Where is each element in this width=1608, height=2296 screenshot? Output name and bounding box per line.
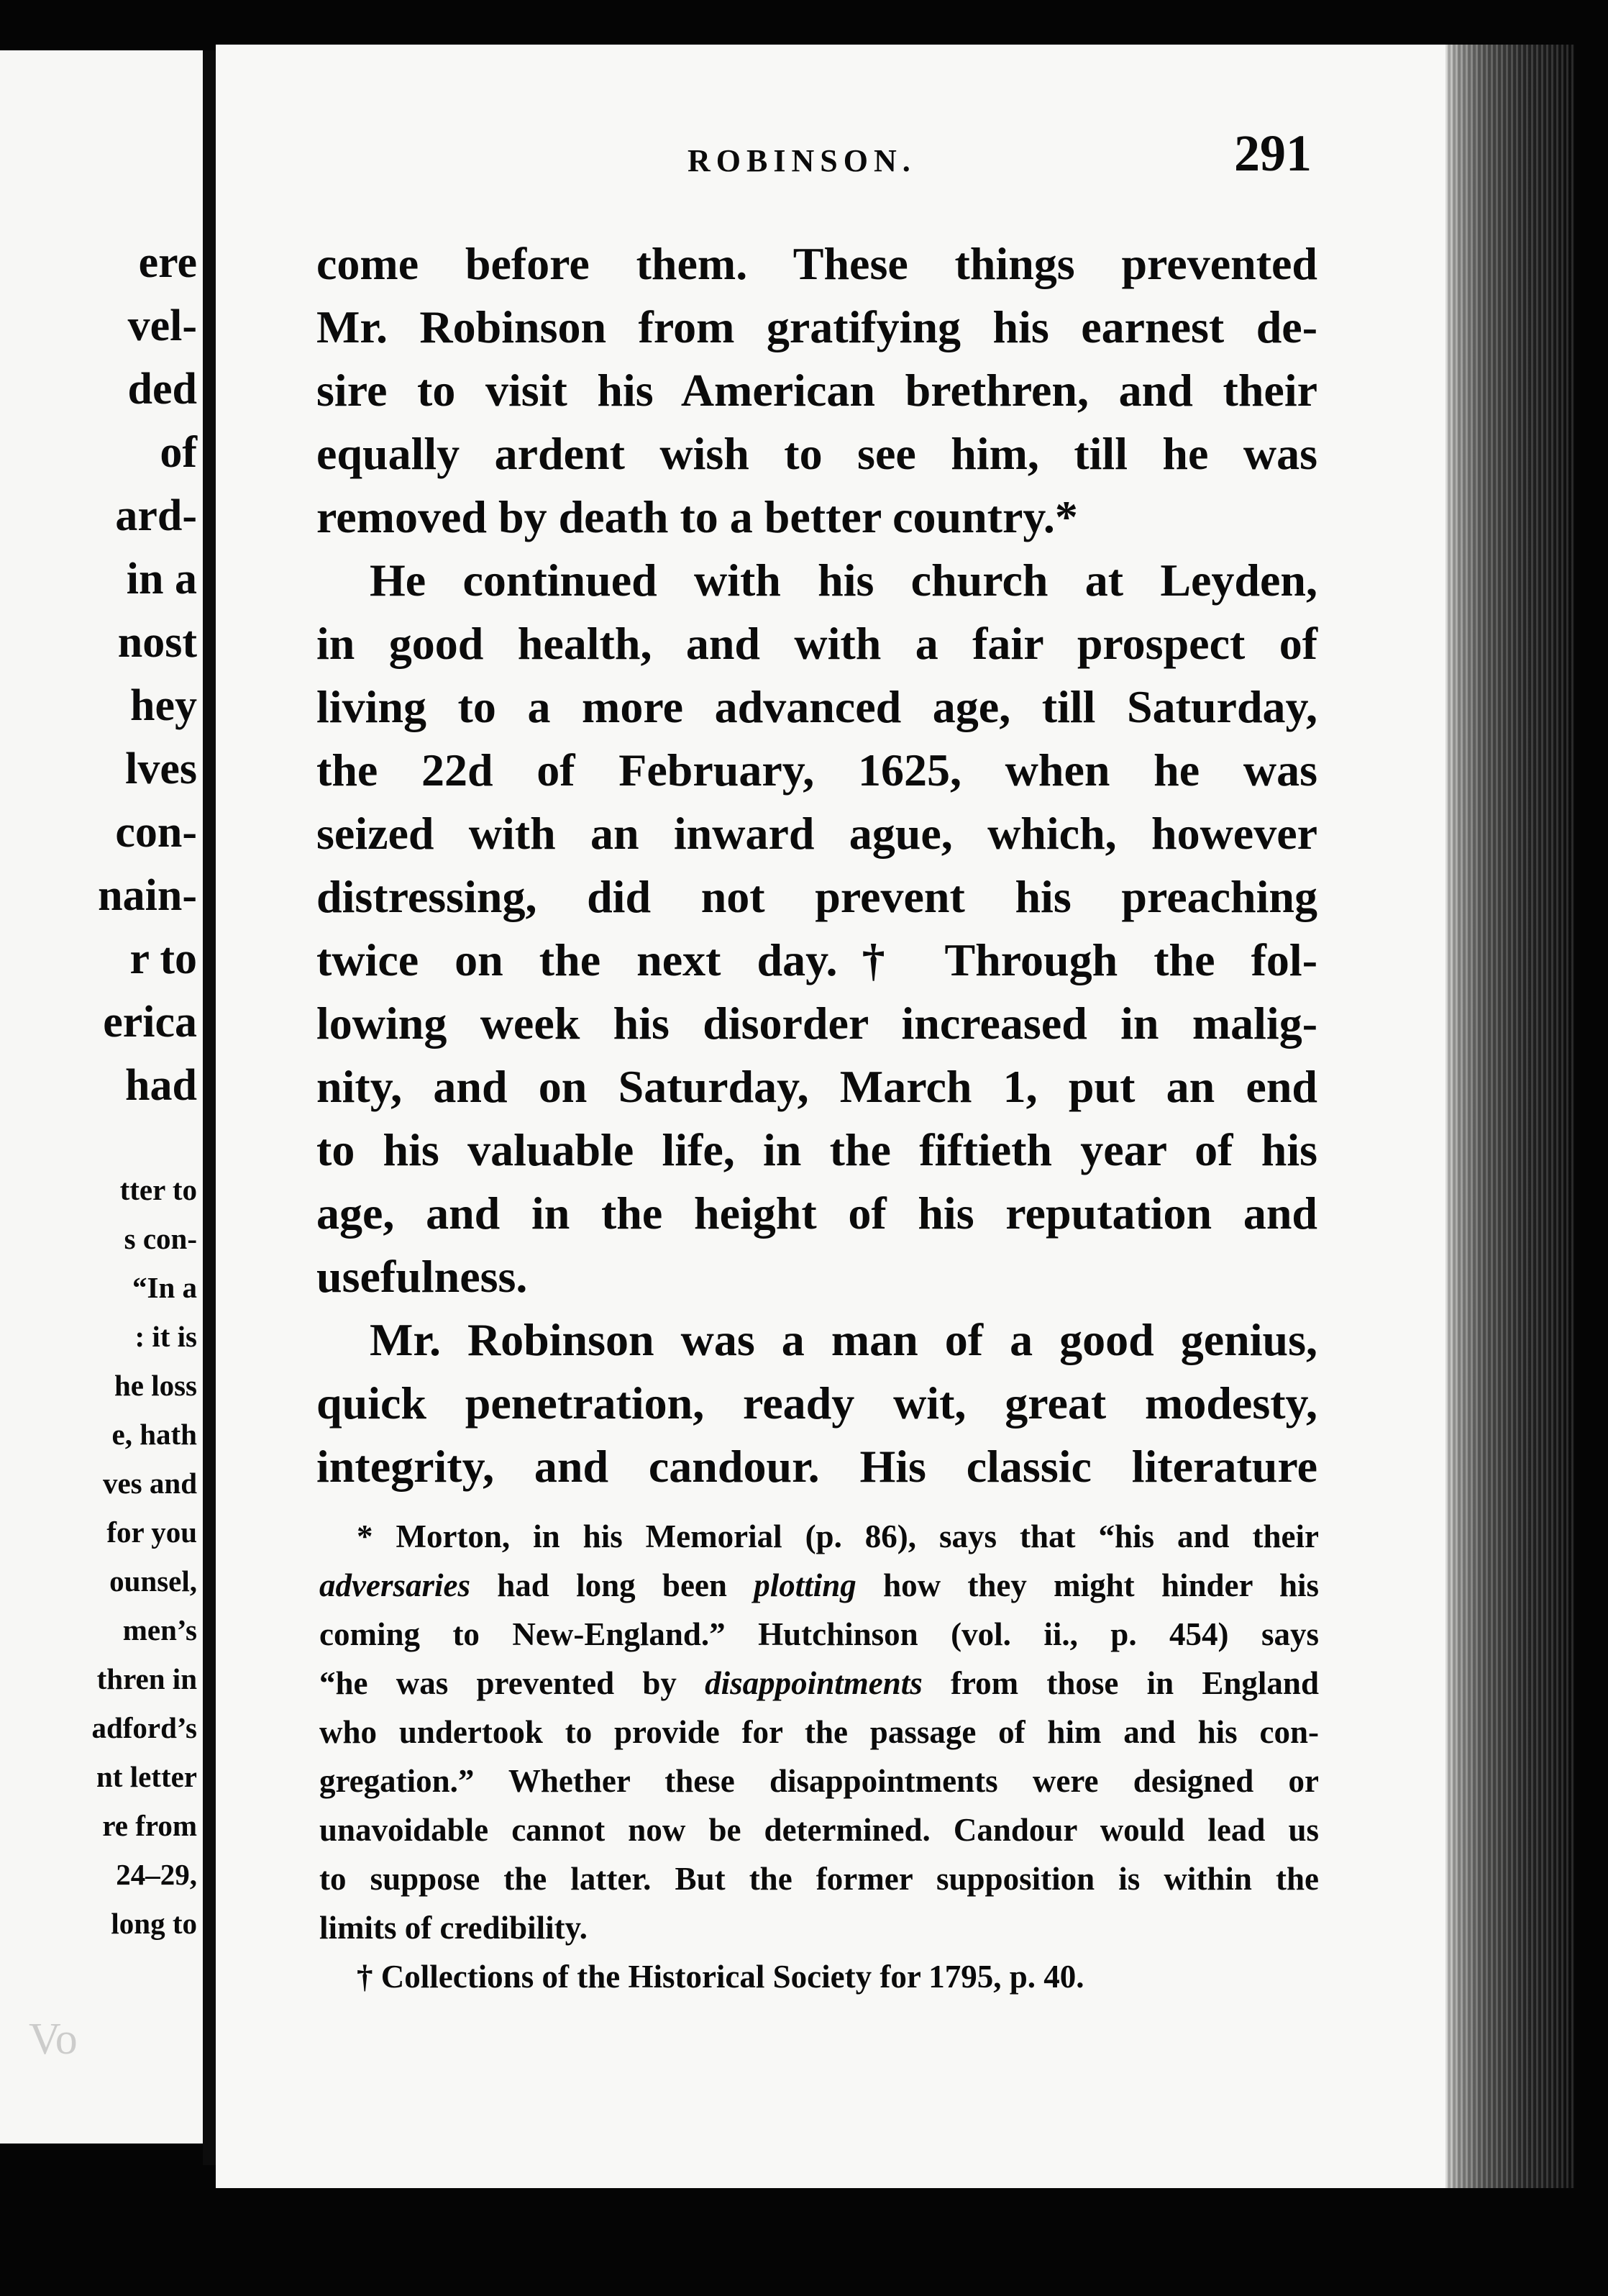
footnote-italic: adversaries <box>319 1567 470 1603</box>
footnote-dagger: † Collections of the Historical Society for 1795, p. 40. <box>357 1959 1084 1995</box>
text-line: He continued with his church at Leyden, <box>370 555 1317 606</box>
text-line: nity, and on Saturday, March 1, put an end <box>316 1061 1317 1112</box>
text-line: quick penetration, ready wit, great modesty, <box>316 1377 1317 1429</box>
left-line: vel- <box>127 301 197 350</box>
text-line: lowing week his disorder increased in malig- <box>316 998 1317 1049</box>
text-line: living to a more advanced age, till Saturday, <box>316 681 1317 732</box>
left-note-line: men’s <box>122 1613 197 1646</box>
text-line: in good health, and with a fair prospect of <box>316 618 1317 669</box>
left-page-bleed-text: Vo <box>29 2015 78 2064</box>
left-note-line: he loss <box>114 1369 197 1402</box>
left-line: ded <box>127 365 197 414</box>
running-head: ROBINSON. <box>687 143 916 178</box>
text-line: removed by death to a better country.* <box>316 491 1078 542</box>
left-note-line: “In a <box>132 1271 197 1304</box>
left-line: nost <box>117 618 197 667</box>
left-line: hey <box>130 681 197 730</box>
left-note-line: 24–29, <box>116 1858 197 1891</box>
page-edge-shadow <box>1445 45 1575 2188</box>
left-line: ere <box>138 238 197 287</box>
text-line: usefulness. <box>316 1251 528 1302</box>
footnote-italic: disappointments <box>705 1665 923 1701</box>
text-line: seized with an inward ague, which, however <box>316 808 1317 859</box>
text-line: sire to visit his American brethren, and their <box>316 365 1317 416</box>
text-line: Mr. Robinson was a man of a good genius, <box>370 1314 1317 1365</box>
left-note-line: re from <box>102 1809 197 1842</box>
text-line: twice on the next day.† Through the fol- <box>316 934 1317 985</box>
left-line: ard- <box>115 491 197 540</box>
left-note-line: nt letter <box>96 1760 197 1793</box>
footnote-line: * Morton, in his Memorial (p. 86), says that “his and their <box>357 1518 1319 1554</box>
footnote-line: coming to New-England.” Hutchinson (vol. ii., p. 454) says <box>319 1616 1319 1652</box>
footnote-line <box>319 1567 1319 1611</box>
left-note-line: e, hath <box>111 1418 197 1451</box>
footnote-line: gregation.” Whether these disappointments were designed or <box>319 1763 1319 1799</box>
footnote-line: limits of credibility. <box>319 1910 588 1946</box>
text-line: integrity, and candour. His classic literature <box>316 1441 1317 1492</box>
left-note-line: tter to <box>119 1173 197 1206</box>
footnote-line <box>319 1664 1319 1709</box>
page-number: 291 <box>1234 124 1312 182</box>
text-line: the 22d of February, 1625, when he was <box>316 744 1317 796</box>
previous-page <box>0 50 203 2144</box>
left-line: had <box>125 1061 197 1110</box>
footnote-line: unavoidable cannot now be determined. Candour would lead us <box>319 1812 1319 1848</box>
left-line: in a <box>126 555 197 603</box>
left-note-line: thren in <box>96 1662 197 1695</box>
left-note-line: s con- <box>124 1222 197 1255</box>
left-note-line: ounsel, <box>109 1564 197 1598</box>
footnote-line: to suppose the latter. But the former supposition is within the <box>319 1861 1319 1897</box>
left-line: r to <box>129 934 197 983</box>
text-line: age, and in the height of his reputation and <box>316 1188 1317 1239</box>
text-line: distressing, did not prevent his preaching <box>316 871 1317 922</box>
text-line: equally ardent wish to see him, till he was <box>316 428 1317 479</box>
left-note-line: adford’s <box>91 1711 197 1744</box>
previous-page-text <box>0 50 203 2144</box>
left-line: con- <box>115 808 197 857</box>
footnote-text: “he was prevented by <box>319 1665 705 1701</box>
left-note-line: ves and <box>102 1467 197 1500</box>
left-line: of <box>160 428 197 477</box>
left-note-line: long to <box>111 1907 197 1940</box>
footnote-text: from those in England <box>922 1665 1319 1701</box>
footnote-italic: plotting <box>754 1567 856 1603</box>
text-line: to his valuable life, in the fiftieth year of his <box>316 1124 1317 1175</box>
left-line: erica <box>103 998 197 1047</box>
left-line: nain- <box>98 871 197 920</box>
text-line: come before them. These things prevented <box>316 238 1317 289</box>
text-line: Mr. Robinson from gratifying his earnest de- <box>316 301 1317 352</box>
footnote-text: how they might hinder his <box>856 1567 1319 1603</box>
left-note-line: : it is <box>134 1320 197 1353</box>
footnote-line: who undertook to provide for the passage of him and his con- <box>319 1714 1319 1750</box>
left-line: lves <box>125 744 197 793</box>
footnote-text: had long been <box>470 1567 754 1603</box>
left-note-line: for you <box>106 1516 197 1549</box>
